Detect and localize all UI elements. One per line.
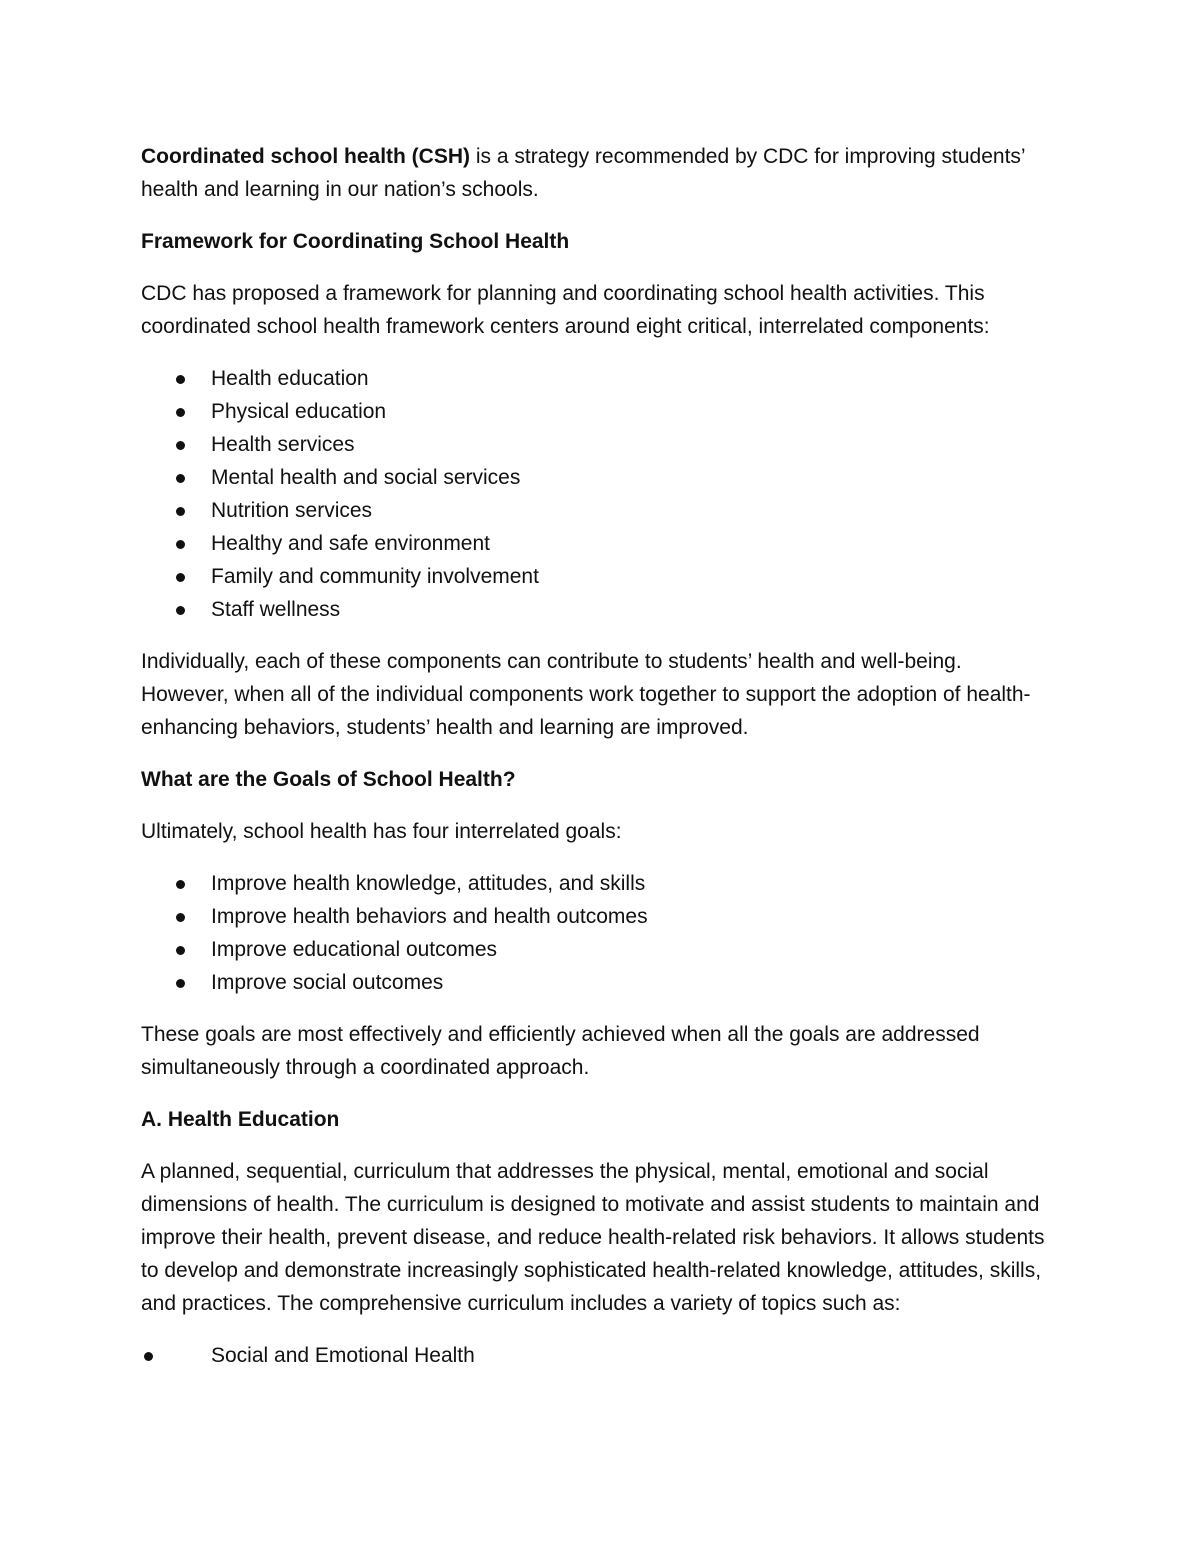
list-item: Social and Emotional Health bbox=[141, 1339, 1051, 1372]
bullet-icon bbox=[176, 606, 185, 615]
intro-lead: Coordinated school health (CSH) bbox=[141, 145, 471, 168]
intro-paragraph bbox=[141, 140, 1051, 206]
intro-text: is a strategy recommended by CDC for improving students’ health and learning in our nation’s schools. bbox=[141, 145, 1025, 201]
document-page bbox=[141, 140, 1051, 1391]
goals-list bbox=[141, 867, 1051, 999]
bullet-icon bbox=[176, 375, 185, 384]
list-item: Nutrition services bbox=[141, 494, 1051, 527]
bullet-icon bbox=[176, 979, 185, 988]
bullet-icon bbox=[176, 507, 185, 516]
list-item: Improve health knowledge, attitudes, and skills bbox=[141, 867, 1051, 900]
topics-list bbox=[141, 1339, 1051, 1372]
list-item: Health education bbox=[141, 362, 1051, 395]
health-education-heading: A. Health Education bbox=[141, 1108, 340, 1131]
bullet-icon bbox=[176, 540, 185, 549]
bullet-icon bbox=[176, 913, 185, 922]
list-item: Improve educational outcomes bbox=[141, 933, 1051, 966]
bullet-icon bbox=[176, 474, 185, 483]
bullet-icon bbox=[176, 880, 185, 889]
list-item: Improve social outcomes bbox=[141, 966, 1051, 999]
list-item: Improve health behaviors and health outcomes bbox=[141, 900, 1051, 933]
bullet-icon bbox=[176, 408, 185, 417]
framework-paragraph: CDC has proposed a framework for planning and coordinating school health activities. This coordinated school health framework centers around eight critical, interrelated components: bbox=[141, 282, 990, 338]
list-item: Staff wellness bbox=[141, 593, 1051, 626]
goals-heading: What are the Goals of School Health? bbox=[141, 768, 516, 791]
list-item: Physical education bbox=[141, 395, 1051, 428]
components-list bbox=[141, 362, 1051, 626]
bullet-icon bbox=[176, 573, 185, 582]
goals-paragraph: Ultimately, school health has four interrelated goals: bbox=[141, 820, 622, 843]
health-education-paragraph: A planned, sequential, curriculum that addresses the physical, mental, emotional and social dimensions of health. The curriculum is designed to motivate and assist students to maintain and improve their health, prevent disease, and reduce health-related risk behaviors. It allows students to develop and demonstrate increasingly sophisticated health-related knowledge, attitudes, skills, and practices. The comprehensive curriculum includes a variety of topics such as: bbox=[141, 1160, 1045, 1315]
list-item: Healthy and safe environment bbox=[141, 527, 1051, 560]
list-item: Health services bbox=[141, 428, 1051, 461]
bullet-icon bbox=[176, 946, 185, 955]
bullet-icon bbox=[176, 441, 185, 450]
bullet-icon bbox=[144, 1352, 153, 1361]
list-item: Mental health and social services bbox=[141, 461, 1051, 494]
goals-closing: These goals are most effectively and efficiently achieved when all the goals are addressed simultaneously through a coordinated approach. bbox=[141, 1023, 980, 1079]
list-item: Family and community involvement bbox=[141, 560, 1051, 593]
framework-heading: Framework for Coordinating School Health bbox=[141, 230, 570, 253]
framework-closing: Individually, each of these components can contribute to students’ health and well-being. However, when all of the individual components work together to support the adoption of health-enhancing behaviors, students’ health and learning are improved. bbox=[141, 650, 1031, 739]
